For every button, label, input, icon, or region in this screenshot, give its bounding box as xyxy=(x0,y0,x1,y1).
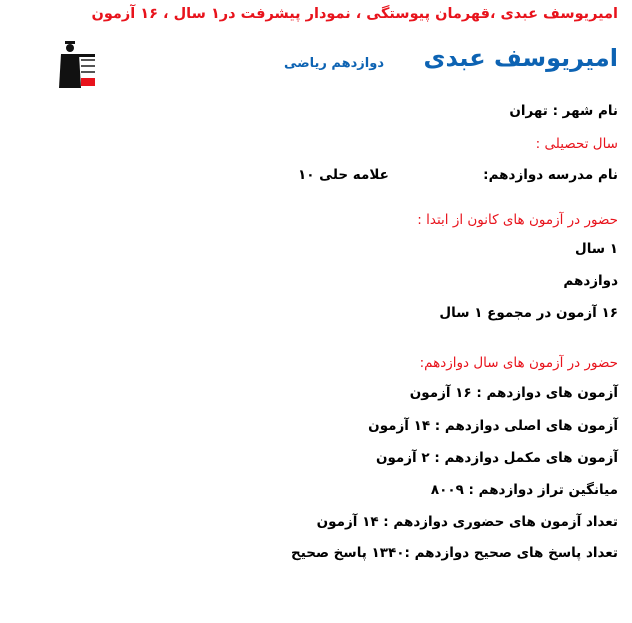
attendance-since-start-label: حضور در آزمون های کانون از ابتدا : xyxy=(417,212,618,228)
city-line: نام شهر : تهران xyxy=(509,103,618,119)
grade12-attendance-label: حضور در آزمون های سال دوازدهم: xyxy=(419,355,618,371)
grade12-item: آزمون های دوازدهم : ۱۶ آزمون xyxy=(409,385,618,401)
academic-year-label: سال تحصیلی : xyxy=(535,136,618,152)
attendance-item: دوازدهم xyxy=(563,273,618,289)
student-name: امیریوسف عبدی xyxy=(423,44,618,72)
grade12-item: تعداد پاسخ های صحیح دوازدهم :۱۳۴۰ پاسخ صحیح xyxy=(290,545,618,561)
grade12-item: آزمون های اصلی دوازدهم : ۱۴ آزمون xyxy=(368,418,618,434)
kanoon-logo-icon xyxy=(55,40,99,90)
school-label: نام مدرسه دوازدهم: xyxy=(483,167,618,183)
student-grade: دوازدهم ریاضی xyxy=(283,56,384,71)
page-headline: امیریوسف عبدی ،قهرمان پیوستگی ، نمودار پیشرفت در۱ سال ، ۱۶ آزمون xyxy=(91,6,618,22)
grade12-item: آزمون های مکمل دوازدهم : ۲ آزمون xyxy=(375,450,618,466)
school-value: علامه حلی ۱۰ xyxy=(298,167,389,183)
grade12-item: تعداد آزمون های حضوری دوازدهم : ۱۴ آزمون xyxy=(316,514,618,530)
attendance-item: ۱۶ آزمون در مجموع ۱ سال xyxy=(439,305,618,321)
grade12-item: میانگین تراز دوازدهم : ۸۰۰۹ xyxy=(430,482,618,498)
attendance-item: ۱ سال xyxy=(574,241,618,257)
